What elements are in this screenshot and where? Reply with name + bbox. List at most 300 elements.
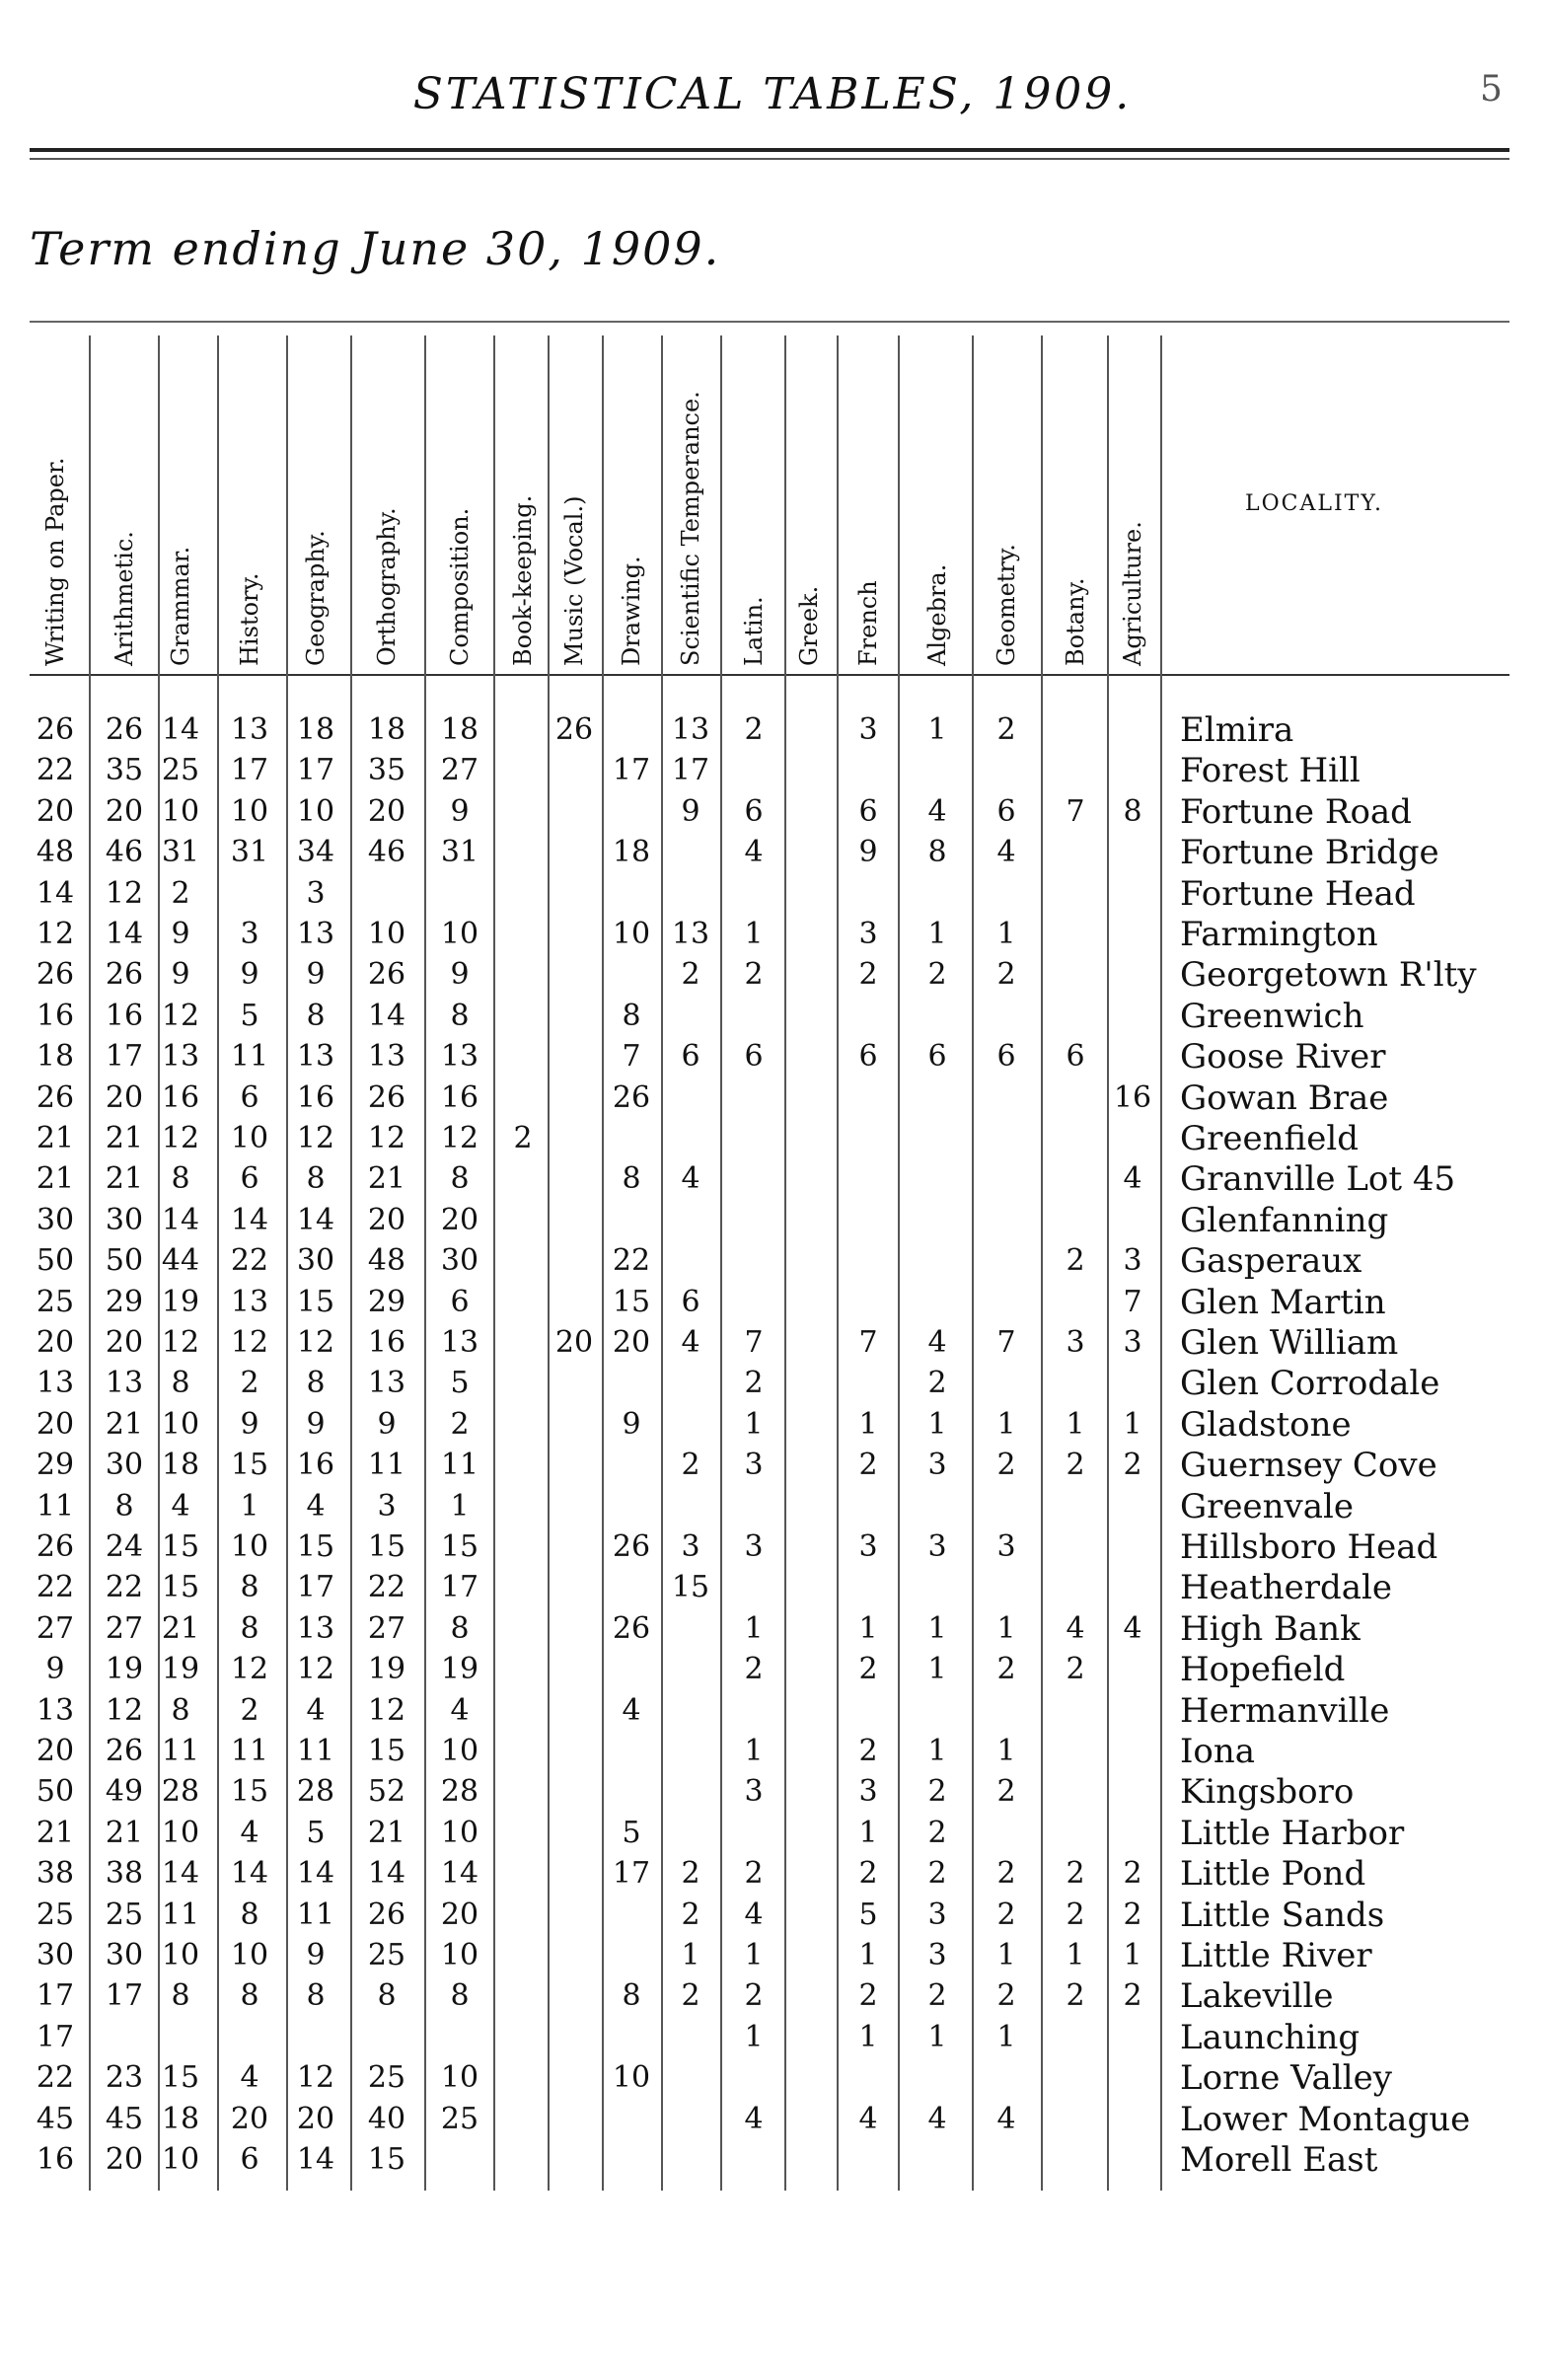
table-cell: 22 [367, 1570, 406, 1605]
table-cell: 1 [996, 1734, 1016, 1768]
table-cell: 19 [440, 1652, 479, 1687]
locality-name: Glen Martin [1180, 1282, 1386, 1322]
table-cell: 13 [230, 1284, 269, 1319]
table-cell: 11 [367, 1448, 406, 1483]
table-cell: 52 [367, 1774, 406, 1810]
table-cell: 15 [367, 1734, 406, 1768]
table-cell: 8 [1123, 793, 1142, 829]
table-cell: 20 [440, 1202, 479, 1237]
table-cell: 15 [440, 1529, 479, 1564]
table-cell: 2 [927, 957, 947, 993]
table-cell: 2 [240, 1692, 259, 1728]
table-cell: 21 [105, 1121, 144, 1155]
table-cell: 6 [927, 1039, 947, 1075]
table-cell: 19 [105, 1652, 144, 1687]
table-cell: 3 [1066, 1325, 1085, 1360]
locality-name: Fortune Bridge [1180, 833, 1439, 873]
table-cell: 14 [36, 875, 75, 911]
table-cell: 12 [296, 1652, 335, 1687]
table-cell: 50 [105, 1243, 144, 1279]
table-cell: 25 [440, 2101, 479, 2136]
table-cell: 2 [996, 1897, 1016, 1932]
table-cell: 6 [240, 1079, 259, 1115]
table-cell: 44 [161, 1243, 200, 1279]
table-cell: 1 [1066, 1938, 1085, 1972]
table-cell: 31 [440, 835, 479, 870]
table-cell: 12 [161, 1325, 200, 1360]
locality-name: Fortune Head [1180, 873, 1416, 914]
table-cell: 14 [161, 712, 200, 747]
table-cell: 3 [744, 1448, 764, 1483]
locality-name: Little Harbor [1180, 1813, 1405, 1853]
table-cell: 38 [105, 1856, 144, 1892]
table-cell: 5 [306, 1815, 326, 1850]
table-cell: 8 [240, 1897, 259, 1932]
table-cell: 20 [230, 2101, 269, 2136]
table-cell: 20 [554, 1325, 594, 1360]
table-cell: 16 [36, 2142, 75, 2177]
locality-name: Gowan Brae [1180, 1078, 1389, 1118]
table-cell: 4 [681, 1325, 700, 1360]
table-cell: 15 [612, 1284, 651, 1319]
table-cell: 29 [105, 1284, 144, 1319]
table-cell: 5 [240, 998, 259, 1033]
table-cell: 10 [440, 917, 479, 951]
table-cell: 13 [367, 1039, 406, 1075]
table-cell: 6 [450, 1284, 470, 1319]
table-cell: 26 [612, 1079, 651, 1115]
column-header: Music (Vocal.) [560, 495, 588, 666]
table-cell: 2 [744, 712, 764, 747]
column-rule [898, 335, 900, 2191]
table-cell: 17 [36, 2019, 75, 2054]
table-cell: 26 [36, 957, 75, 993]
locality-name: Lakeville [1180, 1976, 1334, 2017]
table-cell: 17 [440, 1570, 479, 1605]
table-cell: 2 [858, 1734, 878, 1768]
table-cell: 27 [36, 1610, 75, 1646]
table-cell: 13 [105, 1366, 144, 1401]
table-cell: 9 [377, 1406, 397, 1442]
column-header: Latin. [740, 596, 768, 666]
column-header: Drawing. [618, 556, 645, 666]
column-header: Composition. [446, 507, 474, 666]
table-cell: 17 [296, 753, 335, 788]
header-rule [30, 148, 1509, 152]
table-cell: 20 [367, 793, 406, 829]
table-cell: 20 [612, 1325, 651, 1360]
table-cell: 10 [612, 2060, 651, 2096]
table-cell: 4 [171, 1488, 190, 1524]
table-cell: 27 [440, 753, 479, 788]
table-cell: 8 [622, 1161, 641, 1197]
table-cell: 6 [681, 1039, 700, 1075]
table-cell: 9 [306, 957, 326, 993]
table-cell: 26 [367, 1897, 406, 1932]
locality-name: Lower Montague [1180, 2099, 1471, 2139]
table-cell: 1 [1123, 1938, 1142, 1972]
table-cell: 21 [36, 1161, 75, 1197]
table-cell: 6 [240, 2142, 259, 2177]
table-cell: 14 [296, 1856, 335, 1892]
table-cell: 13 [230, 712, 269, 747]
table-cell: 18 [161, 2101, 200, 2136]
column-header: Grammar. [167, 546, 194, 666]
table-cell: 2 [1066, 1978, 1085, 2014]
table-cell: 14 [161, 1202, 200, 1237]
locality-name: Greenwich [1180, 996, 1364, 1036]
column-header: Agriculture. [1119, 521, 1146, 666]
table-cell: 10 [440, 1938, 479, 1972]
table-cell: 16 [1113, 1079, 1152, 1115]
table-cell: 2 [744, 1856, 764, 1892]
table-cell: 10 [161, 1406, 200, 1442]
table-cell: 2 [1066, 1856, 1085, 1892]
table-cell: 13 [36, 1366, 75, 1401]
table-cell: 25 [367, 2060, 406, 2096]
table-cell: 2 [858, 957, 878, 993]
table-cell: 13 [440, 1325, 479, 1360]
table-cell: 27 [105, 1610, 144, 1646]
table-cell: 1 [240, 1488, 259, 1524]
table-cell: 1 [927, 917, 947, 951]
table-cell: 8 [171, 1161, 190, 1197]
table-cell: 6 [744, 1039, 764, 1075]
table-cell: 15 [161, 1529, 200, 1564]
table-cell: 2 [450, 1406, 470, 1442]
column-header: Book-keeping. [509, 494, 537, 666]
table-cell: 20 [440, 1897, 479, 1932]
table-cell: 35 [105, 753, 144, 788]
table-cell: 2 [1066, 1897, 1085, 1932]
table-cell: 34 [296, 835, 335, 870]
table-cell: 22 [36, 1570, 75, 1605]
locality-name: Gladstone [1180, 1404, 1352, 1445]
table-cell: 3 [744, 1529, 764, 1564]
locality-name: Glen Corrodale [1180, 1364, 1440, 1404]
table-cell: 15 [161, 2060, 200, 2096]
table-cell: 15 [296, 1529, 335, 1564]
table-cell: 2 [240, 1366, 259, 1401]
table-cell: 8 [450, 1978, 470, 2014]
table-cell: 14 [105, 917, 144, 951]
table-cell: 22 [36, 753, 75, 788]
table-cell: 9 [171, 957, 190, 993]
table-cell: 18 [296, 712, 335, 747]
table-cell: 16 [36, 998, 75, 1033]
table-cell: 22 [612, 1243, 651, 1279]
table-cell: 10 [440, 1734, 479, 1768]
table-cell: 10 [230, 1529, 269, 1564]
table-cell: 5 [858, 1897, 878, 1932]
table-cell: 13 [440, 1039, 479, 1075]
table-cell: 22 [36, 2060, 75, 2096]
table-cell: 11 [161, 1897, 200, 1932]
table-cell: 14 [296, 1202, 335, 1237]
table-cell: 30 [36, 1202, 75, 1237]
table-cell: 19 [161, 1284, 200, 1319]
column-rule [784, 335, 786, 2191]
table-cell: 14 [367, 1856, 406, 1892]
table-cell: 4 [858, 2101, 878, 2136]
table-cell: 15 [296, 1284, 335, 1319]
table-cell: 15 [161, 1570, 200, 1605]
table-cell: 1 [996, 1938, 1016, 1972]
table-cell: 2 [1066, 1448, 1085, 1483]
table-cell: 1 [927, 1610, 947, 1646]
term-heading: Term ending June 30, 1909. [30, 222, 721, 275]
table-cell: 14 [161, 1856, 200, 1892]
table-cell: 8 [450, 998, 470, 1033]
table-cell: 18 [367, 712, 406, 747]
column-rule [1041, 335, 1043, 2191]
table-cell: 2 [996, 957, 1016, 993]
locality-name: Guernsey Cove [1180, 1446, 1437, 1486]
table-cell: 1 [858, 2019, 878, 2054]
table-cell: 21 [367, 1161, 406, 1197]
table-cell: 1 [858, 1938, 878, 1972]
table-cell: 11 [36, 1488, 75, 1524]
locality-name: Farmington [1180, 915, 1378, 954]
table-cell: 13 [296, 1039, 335, 1075]
table-cell: 9 [306, 1938, 326, 1972]
column-header: Geometry. [993, 544, 1020, 666]
table-cell: 1 [450, 1488, 470, 1524]
table-cell: 40 [367, 2101, 406, 2136]
header-rule-thin [30, 158, 1509, 160]
table-cell: 8 [171, 1978, 190, 2014]
table-cell: 29 [367, 1284, 406, 1319]
table-cell: 18 [612, 835, 651, 870]
column-header: Orthography. [373, 507, 401, 666]
table-cell: 6 [1066, 1039, 1085, 1075]
table-cell: 48 [36, 835, 75, 870]
locality-name: Kingsboro [1180, 1772, 1355, 1813]
column-rule [720, 335, 722, 2191]
column-rule [424, 335, 426, 2191]
table-cell: 26 [105, 712, 144, 747]
table-cell: 26 [36, 1529, 75, 1564]
table-cell: 17 [230, 753, 269, 788]
table-cell: 6 [744, 793, 764, 829]
table-cell: 10 [230, 793, 269, 829]
table-cell: 22 [105, 1570, 144, 1605]
table-cell: 12 [230, 1325, 269, 1360]
table-cell: 10 [161, 793, 200, 829]
table-cell: 6 [858, 1039, 878, 1075]
table-cell: 12 [161, 1121, 200, 1155]
table-cell: 7 [996, 1325, 1016, 1360]
page-number: 5 [1480, 69, 1503, 110]
table-cell: 8 [306, 1161, 326, 1197]
table-cell: 1 [927, 2019, 947, 2054]
table-cell: 26 [36, 1079, 75, 1115]
locality-name: Elmira [1180, 710, 1294, 750]
column-rule [493, 335, 495, 2191]
table-cell: 17 [671, 753, 710, 788]
table-cell: 1 [927, 1652, 947, 1687]
table-cell: 21 [161, 1610, 200, 1646]
table-cell: 8 [306, 998, 326, 1033]
table-cell: 48 [367, 1243, 406, 1279]
locality-name: Goose River [1180, 1037, 1386, 1078]
table-cell: 1 [744, 1406, 764, 1442]
table-cell: 16 [161, 1079, 200, 1115]
table-cell: 50 [36, 1774, 75, 1810]
table-cell: 2 [858, 1448, 878, 1483]
locality-name: Little Pond [1180, 1854, 1366, 1895]
table-cell: 2 [996, 1978, 1016, 2014]
table-cell: 16 [296, 1079, 335, 1115]
table-cell: 28 [161, 1774, 200, 1810]
table-cell: 20 [36, 1734, 75, 1768]
table-cell: 10 [440, 2060, 479, 2096]
table-cell: 4 [1123, 1610, 1142, 1646]
table-cell: 2 [927, 1978, 947, 2014]
table-cell: 45 [36, 2101, 75, 2136]
table-cell: 10 [161, 1938, 200, 1972]
locality-name: Glenfanning [1180, 1200, 1389, 1240]
table-cell: 18 [161, 1448, 200, 1483]
table-cell: 6 [681, 1284, 700, 1319]
table-cell: 23 [105, 2060, 144, 2096]
table-cell: 11 [230, 1734, 269, 1768]
table-cell: 7 [858, 1325, 878, 1360]
table-cell: 2 [1066, 1243, 1085, 1279]
table-cell: 4 [744, 1897, 764, 1932]
table-cell: 20 [36, 793, 75, 829]
table-cell: 2 [744, 1366, 764, 1401]
table-cell: 3 [744, 1774, 764, 1810]
table-cell: 8 [377, 1978, 397, 2014]
locality-name: Gasperaux [1180, 1241, 1362, 1282]
column-rule [972, 335, 974, 2191]
table-cell: 5 [450, 1366, 470, 1401]
table-cell: 2 [927, 1815, 947, 1850]
column-header: French [854, 580, 882, 666]
table-cell: 4 [306, 1692, 326, 1728]
table-cell: 1 [858, 1406, 878, 1442]
table-cell: 20 [105, 1079, 144, 1115]
table-cell: 12 [440, 1121, 479, 1155]
table-cell: 13 [161, 1039, 200, 1075]
table-cell: 14 [367, 998, 406, 1033]
table-cell: 14 [230, 1202, 269, 1237]
table-cell: 30 [296, 1243, 335, 1279]
locality-name: Iona [1180, 1732, 1256, 1771]
table-cell: 35 [367, 753, 406, 788]
table-cell: 21 [36, 1121, 75, 1155]
table-cell: 7 [1123, 1284, 1142, 1319]
table-cell: 26 [105, 957, 144, 993]
table-cell: 10 [612, 917, 651, 951]
table-cell: 2 [996, 1448, 1016, 1483]
table-cell: 9 [622, 1406, 641, 1442]
table-cell: 14 [230, 1856, 269, 1892]
column-header: Algebra. [923, 563, 951, 666]
locality-name: Georgetown R'lty [1180, 955, 1477, 996]
table-cell: 30 [105, 1202, 144, 1237]
column-header: Scientific Temperance. [677, 391, 704, 666]
table-cell: 12 [367, 1121, 406, 1155]
table-cell: 2 [1123, 1448, 1142, 1483]
table-cell: 22 [230, 1243, 269, 1279]
table-cell: 12 [36, 917, 75, 951]
table-cell: 9 [450, 793, 470, 829]
table-cell: 28 [296, 1774, 335, 1810]
table-cell: 8 [450, 1610, 470, 1646]
table-cell: 45 [105, 2101, 144, 2136]
table-cell: 2 [681, 1978, 700, 2014]
table-cell: 12 [296, 2060, 335, 2096]
table-cell: 20 [105, 1325, 144, 1360]
table-cell: 31 [161, 835, 200, 870]
table-cell: 26 [367, 957, 406, 993]
table-cell: 1 [744, 2019, 764, 2054]
table-cell: 1 [1066, 1406, 1085, 1442]
table-cell: 8 [114, 1488, 134, 1524]
table-cell: 9 [45, 1652, 65, 1687]
table-cell: 13 [671, 917, 710, 951]
locality-name: Morell East [1180, 2140, 1378, 2180]
table-cell: 20 [36, 1325, 75, 1360]
table-cell: 15 [367, 1529, 406, 1564]
table-top-rule [30, 321, 1509, 323]
table-cell: 6 [996, 793, 1016, 829]
table-cell: 17 [612, 753, 651, 788]
table-cell: 2 [996, 1856, 1016, 1892]
table-cell: 10 [230, 1938, 269, 1972]
table-cell: 8 [927, 835, 947, 870]
table-cell: 27 [367, 1610, 406, 1646]
table-cell: 1 [858, 1610, 878, 1646]
table-cell: 2 [996, 712, 1016, 747]
column-header: Writing on Paper. [41, 457, 69, 666]
table-cell: 4 [927, 793, 947, 829]
table-cell: 2 [927, 1774, 947, 1810]
table-cell: 20 [105, 793, 144, 829]
table-cell: 3 [927, 1529, 947, 1564]
table-cell: 8 [240, 1978, 259, 2014]
table-cell: 2 [681, 957, 700, 993]
locality-name: Little River [1180, 1936, 1372, 1975]
table-cell: 10 [161, 1815, 200, 1850]
table-cell: 8 [240, 1570, 259, 1605]
table-cell: 1 [996, 1610, 1016, 1646]
table-cell: 2 [1066, 1652, 1085, 1687]
table-cell: 1 [744, 917, 764, 951]
table-cell: 2 [171, 875, 190, 911]
table-cell: 16 [440, 1079, 479, 1115]
table-cell: 14 [440, 1856, 479, 1892]
column-header: History. [236, 572, 263, 666]
table-cell: 21 [105, 1406, 144, 1442]
table-cell: 1 [927, 712, 947, 747]
table-cell: 19 [161, 1652, 200, 1687]
table-cell: 30 [440, 1243, 479, 1279]
table-cell: 1 [1123, 1406, 1142, 1442]
locality-name: Greenvale [1180, 1486, 1355, 1526]
table-cell: 8 [622, 998, 641, 1033]
table-cell: 21 [105, 1161, 144, 1197]
table-cell: 9 [858, 835, 878, 870]
table-cell: 15 [230, 1774, 269, 1810]
table-cell: 2 [858, 1652, 878, 1687]
table-cell: 3 [1123, 1243, 1142, 1279]
table-cell: 17 [105, 1039, 144, 1075]
table-cell: 8 [171, 1692, 190, 1728]
table-cell: 10 [161, 2142, 200, 2177]
